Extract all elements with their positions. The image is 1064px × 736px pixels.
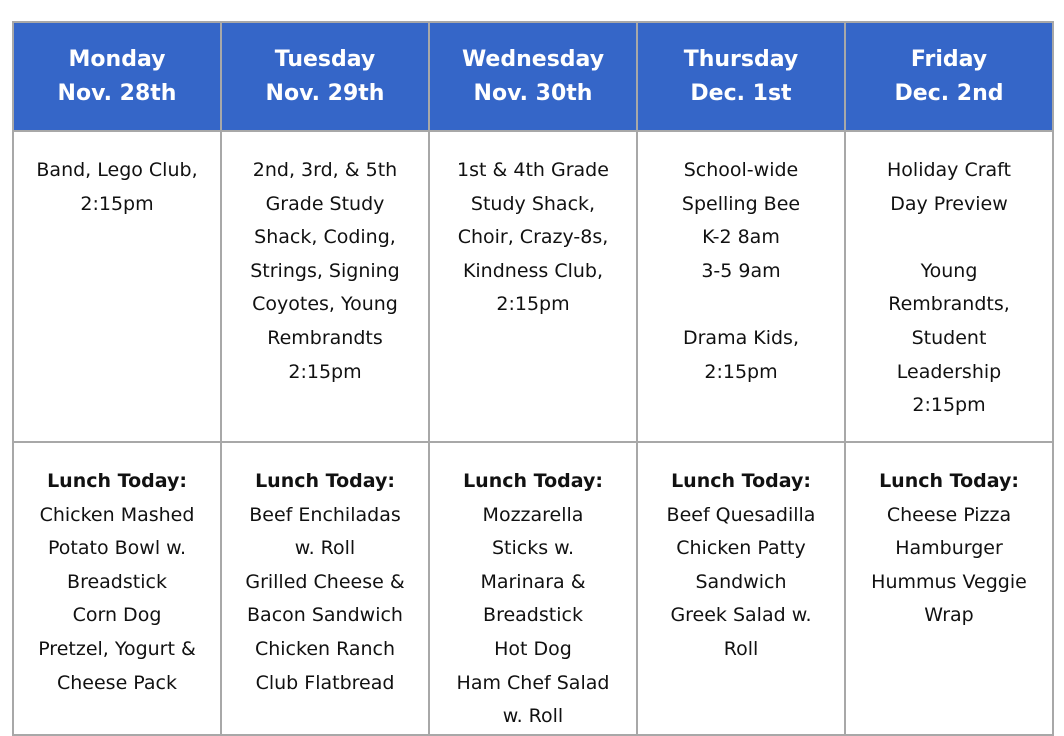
header-row	[13, 22, 1053, 131]
day-header	[13, 22, 221, 131]
day-name: Thursday	[683, 46, 799, 72]
activity-line: 2:15pm	[80, 192, 154, 215]
day-date: Nov. 30th	[473, 80, 593, 106]
lunch-item: Club Flatbread	[255, 671, 395, 694]
activity-line: Choir, Crazy-8s,	[457, 226, 609, 249]
activity-line: Study Shack,	[470, 192, 596, 215]
lunch-label: Lunch Today:	[671, 470, 811, 492]
activity-line: 2:15pm	[288, 360, 362, 383]
activity-line: Leadership	[896, 360, 1002, 383]
lunch-item: Sticks w.	[491, 537, 574, 560]
lunch-item: Roll	[723, 637, 759, 660]
spacer	[846, 221, 1052, 255]
lunch-item: Pretzel, Yogurt &	[38, 637, 196, 660]
lunch-item: Corn Dog	[72, 604, 162, 627]
day-date: Nov. 28th	[57, 80, 177, 106]
spacer	[638, 288, 844, 322]
activity-line: 2:15pm	[496, 293, 570, 316]
day-date: Dec. 2nd	[894, 80, 1004, 106]
activities-cell	[13, 131, 221, 442]
activity-line: Grade Study	[265, 192, 385, 215]
activities-cell	[221, 131, 429, 442]
day-header	[637, 22, 845, 131]
activity-line: Band, Lego Club,	[36, 159, 198, 181]
lunch-item: Potato Bowl w.	[48, 537, 186, 560]
lunch-item: Hummus Veggie	[871, 570, 1027, 593]
lunch-cell	[221, 442, 429, 735]
activity-line: Spelling Bee	[681, 192, 801, 215]
lunch-item: w. Roll	[294, 537, 356, 560]
lunch-item: w. Roll	[502, 705, 564, 728]
lunch-row	[13, 442, 1053, 735]
activity-line: Rembrandts,	[888, 293, 1010, 316]
day-header	[429, 22, 637, 131]
activities-cell	[429, 131, 637, 442]
activity-line: Coyotes, Young	[252, 293, 398, 316]
lunch-item: Bacon Sandwich	[247, 604, 403, 627]
lunch-item: Chicken Patty	[676, 537, 806, 560]
activity-line: School-wide	[683, 159, 799, 181]
activity-line: Drama Kids,	[682, 326, 799, 349]
activity-line: 1st & 4th Grade	[457, 159, 609, 181]
lunch-cell	[13, 442, 221, 735]
lunch-item: Mozzarella	[482, 503, 584, 526]
lunch-item: Hot Dog	[494, 637, 572, 660]
lunch-label: Lunch Today:	[47, 470, 187, 492]
activity-line: Young	[920, 259, 978, 282]
activity-line: 2nd, 3rd, & 5th	[252, 159, 398, 181]
lunch-item: Beef Enchiladas	[249, 503, 401, 526]
lunch-item: Ham Chef Salad	[456, 671, 610, 694]
lunch-item: Cheese Pizza	[886, 503, 1012, 526]
lunch-item: Beef Quesadilla	[666, 503, 816, 526]
lunch-cell	[637, 442, 845, 735]
lunch-cell	[429, 442, 637, 735]
lunch-item: Chicken Mashed	[39, 503, 195, 526]
lunch-label: Lunch Today:	[879, 470, 1019, 492]
activity-line: 2:15pm	[912, 394, 986, 417]
lunch-item: Sandwich	[695, 570, 787, 593]
lunch-item: Breadstick	[483, 604, 583, 627]
day-name: Monday	[68, 46, 166, 72]
day-header	[221, 22, 429, 131]
activity-line: Day Preview	[890, 192, 1008, 215]
activities-cell	[845, 131, 1053, 442]
activity-line: Holiday Craft	[887, 159, 1011, 181]
activity-line: Strings, Signing	[250, 259, 400, 282]
lunch-item: Greek Salad w.	[670, 604, 812, 627]
day-date: Nov. 29th	[265, 80, 385, 106]
activities-row	[13, 131, 1053, 442]
activity-line: K-2 8am	[702, 226, 780, 249]
lunch-cell	[845, 442, 1053, 735]
day-header	[845, 22, 1053, 131]
lunch-label: Lunch Today:	[255, 470, 395, 492]
lunch-item: Marinara &	[480, 570, 586, 593]
lunch-item: Wrap	[924, 604, 974, 627]
day-name: Wednesday	[461, 46, 605, 72]
lunch-label: Lunch Today:	[463, 470, 603, 492]
activity-line: Shack, Coding,	[254, 226, 396, 249]
lunch-item: Grilled Cheese &	[245, 570, 405, 593]
lunch-item: Cheese Pack	[56, 671, 177, 694]
day-name: Friday	[910, 46, 988, 72]
lunch-item: Hamburger	[895, 537, 1003, 560]
day-name: Tuesday	[274, 46, 376, 72]
activity-line: Student	[911, 326, 987, 349]
activity-line: Kindness Club,	[462, 259, 604, 282]
day-date: Dec. 1st	[690, 80, 792, 106]
activities-cell	[637, 131, 845, 442]
lunch-item: Chicken Ranch	[254, 637, 396, 660]
weekly-schedule-table	[12, 21, 1054, 736]
activity-line: Rembrandts	[267, 326, 383, 349]
lunch-item: Breadstick	[67, 570, 167, 593]
activity-line: 2:15pm	[704, 360, 778, 383]
activity-line: 3-5 9am	[701, 259, 781, 282]
